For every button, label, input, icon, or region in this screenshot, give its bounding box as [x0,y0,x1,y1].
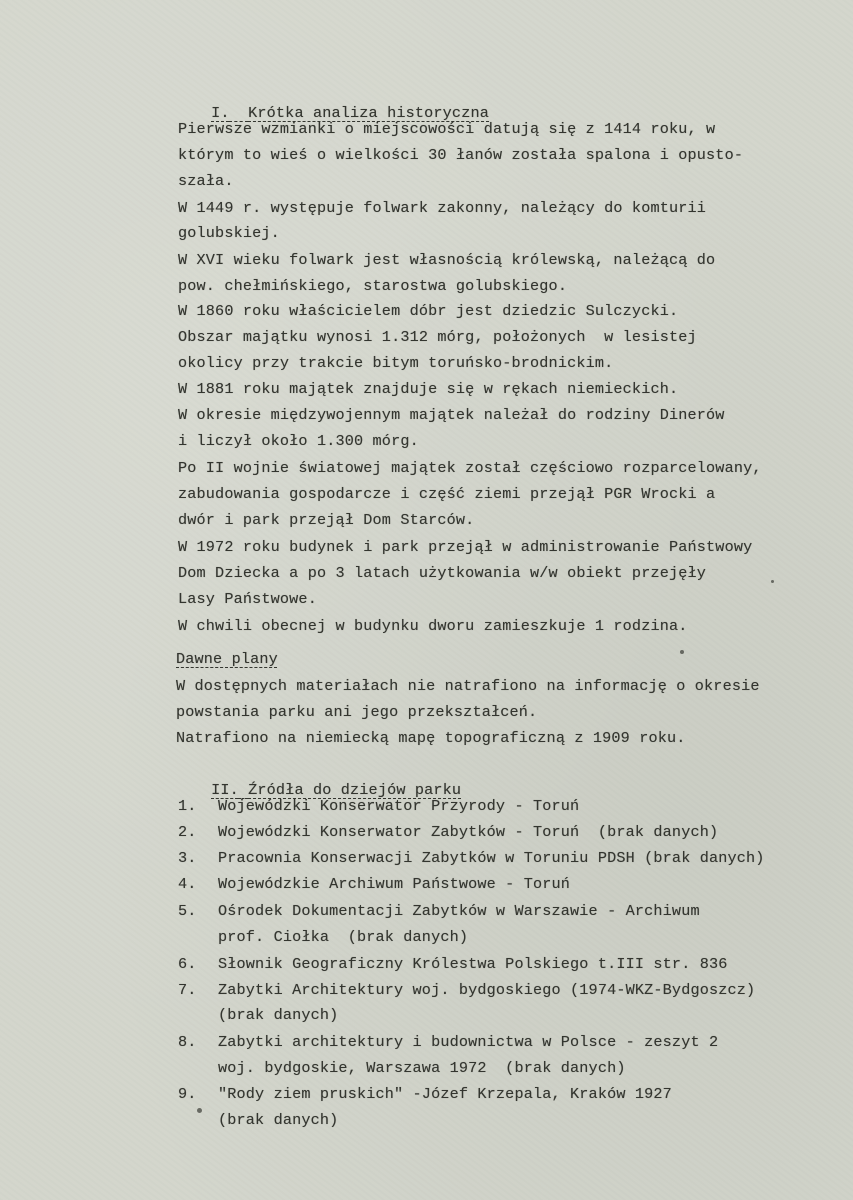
sources-heading: Źródła do dziejów parku [248,781,462,799]
sources-roman: II. [211,781,239,799]
text-line: i liczył około 1.300 mórg. [178,432,419,450]
list-item [178,823,718,841]
text-line: Obszar majątku wynosi 1.312 mórg, położonych w lesistej [178,328,697,346]
list-item-continuation: prof. Ciołka (brak danych) [218,928,469,946]
text-line: którym to wieś o wielkości 30 łanów została spalona i opusto- [178,146,744,164]
text-line: powstania parku ani jego przekształceń. [176,703,538,721]
list-number: 2. [178,823,197,841]
list-number: 9. [178,1085,197,1103]
list-item [178,955,728,973]
text-line: okolicy przy trakcie bitym toruńsko-brodnickim. [178,354,614,372]
list-item [178,1033,718,1051]
list-text: Wojewódzki Konserwator Przyrody - Toruń [218,797,580,815]
list-item [178,1085,672,1103]
text-line: W okresie międzywojennym majątek należał do rodziny Dinerów [178,406,725,424]
list-text: Wojewódzki Konserwator Zabytków - Toruń (brak danych) [218,823,719,841]
list-item-continuation: (brak danych) [218,1111,339,1129]
list-number: 3. [178,849,197,867]
paper-mark [771,580,774,583]
text-line: Natrafiono na niemiecką mapę topograficzną z 1909 roku. [176,729,686,747]
text-line: W XVI wieku folwark jest własnością królewską, należącą do [178,251,716,269]
list-text: Wojewódzkie Archiwum Państwowe - Toruń [218,875,571,893]
text-line: Pierwsze wzmianki o miejscowości datują się z 1414 roku, w [178,120,716,138]
text-line: W chwili obecnej w budynku dworu zamieszkuje 1 rodzina. [178,617,688,635]
list-number: 7. [178,981,197,999]
list-item [178,797,579,815]
heading-roman: I. [211,104,230,122]
list-number: 8. [178,1033,197,1051]
list-number: 4. [178,875,197,893]
plans-heading: Dawne plany [176,650,278,668]
text-line: dwór i park przejął Dom Starców. [178,511,475,529]
list-item [178,902,700,920]
list-text: Słownik Geograficzny Królestwa Polskiego t.III str. 836 [218,955,728,973]
text-line: W 1881 roku majątek znajduje się w rękach niemieckich. [178,380,679,398]
list-text: Zabytki Architektury woj. bydgoskiego (1974-WKZ-Bydgoszcz) [218,981,756,999]
text-line: Dom Dziecka a po 3 latach użytkowania w/w obiekt przejęły [178,564,707,582]
paper-mark [680,650,684,654]
text-line: W dostępnych materiałach nie natrafiono na informację o okresie [176,677,760,695]
list-item-continuation: (brak danych) [218,1006,339,1024]
list-text: Zabytki architektury i budownictwa w Polsce - zeszyt 2 [218,1033,719,1051]
text-line: zabudowania gospodarcze i część ziemi przejął PGR Wrocki a [178,485,716,503]
list-text: "Rody ziem pruskich" -Józef Krzepala, Kraków 1927 [218,1085,672,1103]
list-number: 6. [178,955,197,973]
list-item-continuation: woj. bydgoskie, Warszawa 1972 (brak danych) [218,1059,626,1077]
list-number: 5. [178,902,197,920]
paper-mark [197,1108,202,1113]
list-item [178,875,570,893]
text-line: Lasy Państwowe. [178,590,317,608]
heading-title: Krótka analiza historyczna [248,104,489,122]
list-text: Pracownia Konserwacji Zabytków w Toruniu PDSH (brak danych) [218,849,765,867]
text-line: Po II wojnie światowej majątek został częściowo rozparcelowany, [178,459,762,477]
text-line: W 1972 roku budynek i park przejął w administrowanie Państwowy [178,538,753,556]
text-line: golubskiej. [178,224,280,242]
text-line: W 1860 roku właścicielem dóbr jest dziedzic Sulczycki. [178,302,679,320]
text-line: W 1449 r. występuje folwark zakonny, należący do komturii [178,199,707,217]
list-number: 1. [178,797,197,815]
list-item [178,849,765,867]
list-text: Ośrodek Dokumentacji Zabytków w Warszawie - Archiwum [218,902,700,920]
list-item [178,981,755,999]
text-line: szała. [178,172,234,190]
text-line: pow. chełmińskiego, starostwa golubskiego. [178,277,568,295]
